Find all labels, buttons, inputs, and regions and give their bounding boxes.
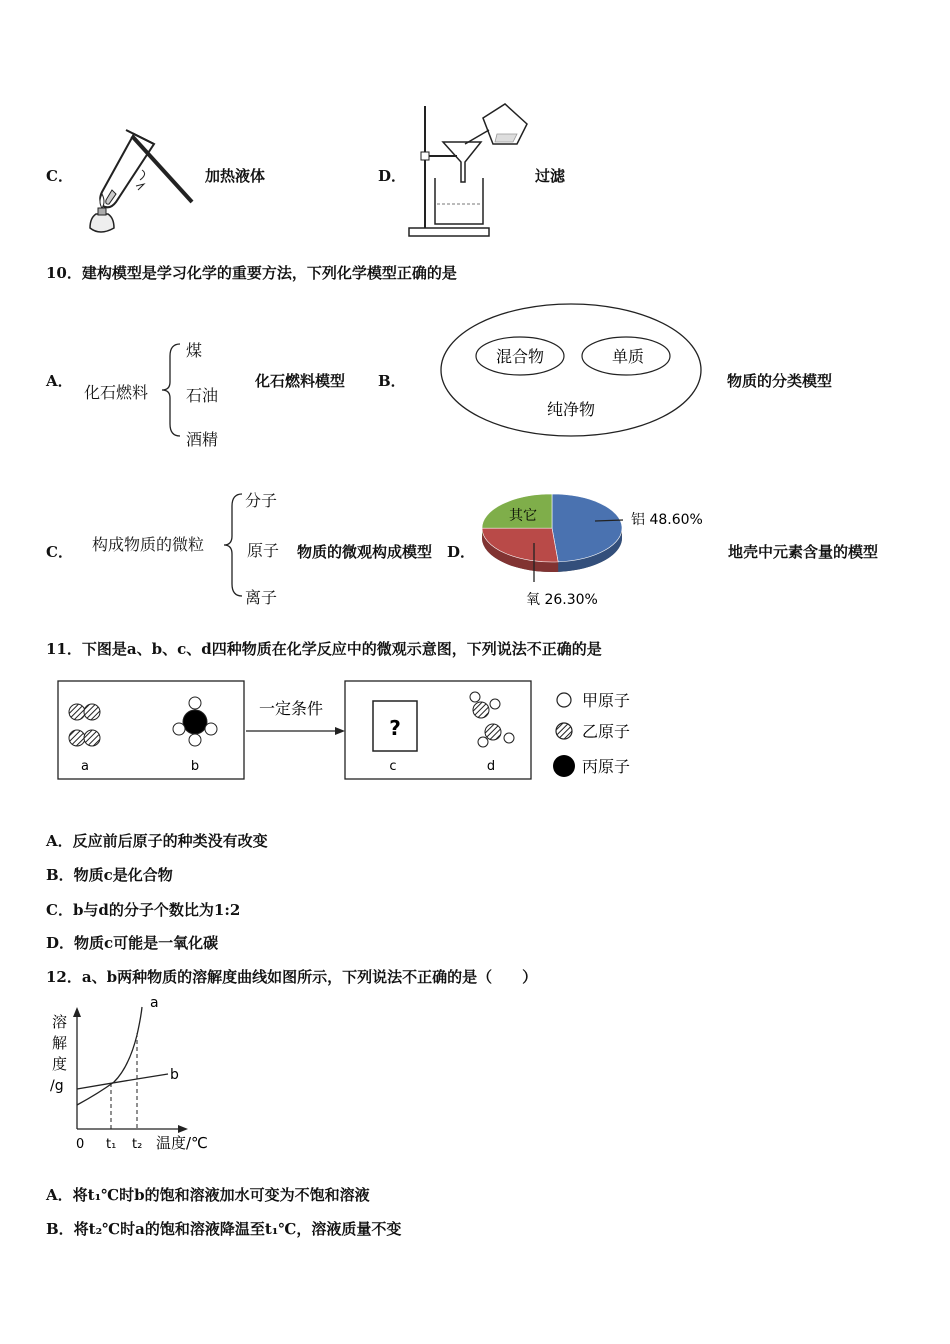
origin-label: 0 [76,1137,85,1152]
reaction-micro-diagram [55,676,655,784]
label-b: b [190,759,200,774]
legend-atom-bing-icon [553,755,575,777]
q11-option-b: B．物质c是化合物 [46,866,173,884]
label-d: d [486,759,496,774]
q10-option-a-label: A． [46,372,73,390]
q9-option-d-label: D． [378,167,407,185]
molecule-a [69,704,100,746]
pie-label-oxygen: 氧 26.30% [526,592,598,608]
y-axis-label-3: 度 [52,1055,68,1073]
q11-option-a: A．反应前后原子的种类没有改变 [46,832,268,850]
curve-a [77,1007,142,1105]
pie-slice-1 [482,528,558,562]
particle-item-atom: 原子 [247,541,280,560]
fossil-fuel-item-alcohol: 酒精 [186,430,219,449]
solubility-curve-graph [44,995,219,1157]
filtration-illustration [405,100,535,240]
fossil-fuel-brace [160,340,184,440]
legend-bing: 丙原子 [582,757,631,776]
x-axis-label: 温度/℃ [156,1134,208,1152]
molecule-b [173,697,217,746]
heating-liquid-illustration [78,122,200,240]
q10-option-c-caption: 物质的微观构成模型 [297,543,433,561]
legend-yi: 乙原子 [582,722,631,741]
mystery-mark: ? [389,716,401,740]
particle-brace [222,490,246,600]
q9-option-c-text: 加热液体 [205,167,266,185]
y-axis-label-1: 溶 [52,1013,68,1031]
y-axis-label-2: 解 [52,1034,68,1052]
particle-root: 构成物质的微粒 [92,535,205,554]
q12-option-a: A．将t₁℃时b的饱和溶液加水可变为不饱和溶液 [46,1186,370,1204]
q9-option-c-label: C． [46,167,73,185]
fossil-fuel-item-coal: 煤 [186,341,203,360]
q11-option-c: C．b与d的分子个数比为1:2 [46,901,241,919]
curve-b [77,1074,168,1089]
pure-substance-label: 纯净物 [546,400,596,419]
mixture-label: 混合物 [495,347,545,366]
legend-atom-yi-icon [556,723,572,739]
particle-item-ion: 离子 [245,588,278,607]
q10-option-b-label: B． [378,372,406,390]
fossil-fuel-root: 化石燃料 [84,383,149,402]
curve-b-label: b [170,1067,179,1083]
legend-jia: 甲原子 [582,691,631,710]
t1-label: t₁ [106,1137,117,1152]
q10-option-a-caption: 化石燃料模型 [255,372,346,390]
q10-option-d-label: D． [447,543,476,561]
q10-stem: 10．建构模型是学习化学的重要方法，下列化学模型正确的是 [46,264,457,282]
fossil-fuel-item-oil: 石油 [186,386,219,405]
t2-label: t₂ [132,1137,143,1152]
substance-classification-diagram [438,300,708,440]
q11-option-d: D．物质c可能是一氧化碳 [46,934,219,952]
label-c: c [389,759,397,774]
pie-label-other: 其它 [509,508,537,524]
curve-a-label: a [150,995,159,1011]
q12-stem: 12．a、b两种物质的溶解度曲线如图所示，下列说法不正确的是（ ） [46,968,538,986]
q12-option-b: B．将t₂℃时a的饱和溶液降温至t₁℃，溶液质量不变 [46,1220,402,1238]
legend-atom-jia-icon [557,693,571,707]
molecule-d [470,692,514,747]
reaction-condition: 一定条件 [258,699,324,718]
y-axis-label-4: /g [50,1078,64,1094]
q10-option-d-caption: 地壳中元素含量的模型 [728,543,879,561]
q10-option-c-label: C． [46,543,73,561]
q9-option-d-text: 过滤 [535,167,566,185]
label-a: a [81,759,89,774]
q10-option-b-caption: 物质的分类模型 [727,372,833,390]
q11-stem: 11．下图是a、b、c、d四种物质在化学反应中的微观示意图，下列说法不正确的是 [46,640,602,658]
particle-item-molecule: 分子 [245,491,278,510]
pie-label-aluminum: 铝 48.60% [631,512,703,528]
crust-element-pie-chart [478,488,718,612]
element-label: 单质 [611,347,645,366]
